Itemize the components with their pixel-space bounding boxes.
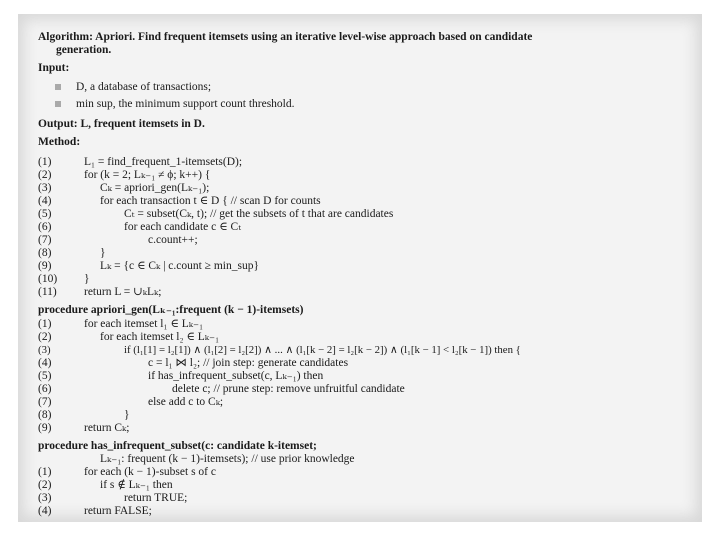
- code-text: L₁ = find_frequent_1-itemsets(D);: [84, 156, 243, 168]
- line-number: (1): [38, 318, 52, 330]
- line-number: (3): [38, 344, 51, 356]
- code-text: }: [100, 247, 106, 259]
- output-text: Output: L, frequent itemsets in D.: [38, 118, 205, 130]
- code-text: if (l₁[1] = l₂[1]) ∧ (l₁[2] = l₂[2]) ∧ ... ∧ (l₁[k − 2] = l₂[k − 2]) ∧ (l₁[k − 1] < l₂[k − 1]) then {: [124, 344, 521, 356]
- line-number: (1): [38, 466, 52, 478]
- code-text: Cₜ = subset(Cₖ, t); // get the subsets of t that are candidates: [124, 208, 394, 220]
- line-number: (11): [38, 286, 57, 298]
- line-number: (7): [38, 234, 52, 246]
- input-label-text: Input:: [38, 62, 70, 74]
- code-text: for each (k − 1)-subset s of c: [84, 466, 216, 478]
- line-number: (3): [38, 492, 52, 504]
- code-text: }: [124, 409, 130, 421]
- code-text: if has_infrequent_subset(c, Lₖ₋₁) then: [148, 370, 324, 382]
- method-label-text: Method:: [38, 136, 81, 148]
- line-number: (8): [38, 247, 52, 259]
- bullet-icon: [55, 84, 61, 90]
- line-number: (4): [38, 505, 52, 517]
- line-number: (2): [38, 169, 52, 181]
- code-text: for (k = 2; Lₖ₋₁ ≠ ϕ; k++) {: [84, 169, 211, 181]
- input-item-text: D, a database of transactions;: [76, 81, 212, 93]
- code-text: return Cₖ;: [84, 422, 130, 434]
- code-text: else add c to Cₖ;: [148, 396, 224, 408]
- line-number: (1): [38, 156, 52, 168]
- line-number: (9): [38, 422, 52, 434]
- line-number: (3): [38, 182, 52, 194]
- code-text: Lₖ = {c ∈ Cₖ | c.count ≥ min_sup}: [100, 260, 259, 272]
- line-number: (5): [38, 370, 52, 382]
- code-text: Cₖ = apriori_gen(Lₖ₋₁);: [100, 182, 210, 194]
- line-number: (8): [38, 409, 52, 421]
- line-number: (10): [38, 273, 58, 285]
- line-number: (2): [38, 479, 52, 491]
- code-text: c.count++;: [148, 234, 198, 246]
- input-item-text: min sup, the minimum support count threshold.: [76, 98, 295, 110]
- algorithm-title-cont-text: generation.: [56, 44, 112, 56]
- procedure-header-text: procedure has_infrequent_subset(c: candidate k-itemset;: [38, 440, 317, 452]
- line-number: (4): [38, 195, 52, 207]
- code-text: }: [84, 273, 90, 285]
- line-number: (7): [38, 396, 52, 408]
- line-number: (6): [38, 221, 52, 233]
- code-text: for each itemset l₂ ∈ Lₖ₋₁: [100, 331, 220, 343]
- line-number: (5): [38, 208, 52, 220]
- code-text: c = l₁ ⋈ l₂; // join step: generate candidates: [148, 357, 349, 369]
- code-text: delete c; // prune step: remove unfruitful candidate: [172, 383, 405, 395]
- code-text: for each itemset l₁ ∈ Lₖ₋₁: [84, 318, 204, 330]
- line-number: (6): [38, 383, 52, 395]
- procedure-header-text: procedure apriori_gen(Lₖ₋₁:frequent (k − 1)-itemsets): [38, 304, 304, 316]
- bullet-icon: [55, 101, 61, 107]
- algorithm-title-text: Algorithm: Apriori. Find frequent itemsets using an iterative level-wise approach based on candidate: [38, 31, 533, 43]
- code-text: for each transaction t ∈ D { // scan D for counts: [100, 195, 321, 207]
- line-number: (9): [38, 260, 52, 272]
- code-text: return L = ∪ₖLₖ;: [84, 286, 162, 298]
- code-text: return FALSE;: [84, 505, 152, 517]
- line-number: (2): [38, 331, 52, 343]
- code-text: if s ∉ Lₖ₋₁ then: [100, 479, 173, 491]
- code-text: return TRUE;: [124, 492, 188, 504]
- code-text: for each candidate c ∈ Cₜ: [124, 221, 242, 233]
- line-number: (4): [38, 357, 52, 369]
- procedure-header-cont-text: Lₖ₋₁: frequent (k − 1)-itemsets); // use prior knowledge: [100, 453, 355, 465]
